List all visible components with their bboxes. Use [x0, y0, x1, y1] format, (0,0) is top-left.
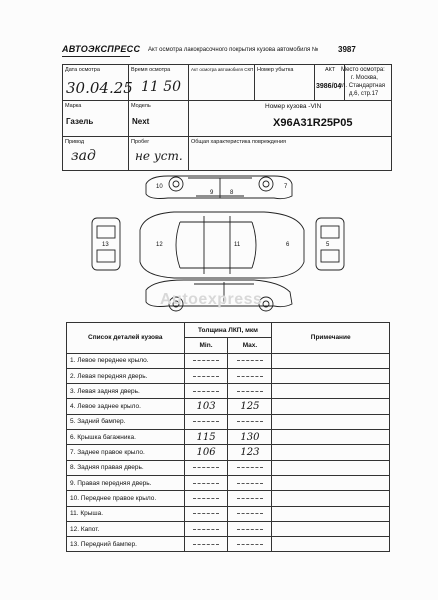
logo-underline — [62, 56, 130, 57]
part-name: 12. Капот. — [67, 521, 185, 536]
place-value-1: г. Москва, — [351, 75, 378, 81]
col-parts-header: Список деталей кузова — [67, 323, 185, 354]
vin-cell — [189, 101, 391, 137]
date-label: Дата осмотра — [65, 67, 100, 73]
thickness-max — [228, 368, 272, 383]
document-title: Акт осмотра лакокрасочного покрытия кузова автомобиля № — [148, 47, 319, 53]
empty-dash — [193, 391, 219, 392]
note-cell — [272, 445, 390, 460]
car-top-view — [140, 212, 304, 278]
brand-cell — [63, 101, 129, 137]
part-name: 13. Передний бампер. — [67, 537, 185, 552]
table-row — [67, 399, 390, 414]
empty-dash — [237, 421, 263, 422]
note-cell — [272, 521, 390, 536]
empty-dash — [193, 360, 219, 361]
thickness-max — [228, 491, 272, 506]
vin-label: Номер кузова -VIN — [265, 103, 322, 110]
empty-dash — [193, 467, 219, 468]
car-rear-view — [316, 218, 344, 270]
table-row — [67, 430, 390, 445]
note-cell — [272, 537, 390, 552]
parts-table — [66, 322, 390, 552]
watermark-logo: Autoexpress — [160, 291, 263, 308]
note-cell — [272, 414, 390, 429]
panel-number: 8 — [230, 190, 234, 196]
thickness-max — [228, 414, 272, 429]
act-label: АКТ — [325, 67, 336, 73]
table-row — [67, 506, 390, 521]
part-name: 8. Задняя правая дверь. — [67, 460, 185, 475]
panel-number: 5 — [326, 242, 330, 248]
col-thickness-header: Толщина ЛКП, мкм — [184, 323, 272, 338]
panel-number: 10 — [156, 184, 163, 190]
time-label: Время осмотра — [131, 67, 171, 73]
panel-number: 7 — [284, 184, 288, 190]
thickness-min — [184, 384, 228, 399]
place-value-3: д.6, стр.17 — [349, 91, 379, 97]
place-label: Место осмотра: — [341, 67, 385, 73]
empty-dash — [193, 421, 219, 422]
note-cell — [272, 430, 390, 445]
note-cell — [272, 506, 390, 521]
table-row — [67, 368, 390, 383]
act-number: 3987 — [338, 45, 356, 54]
thickness-max — [228, 460, 272, 475]
thickness-min — [184, 521, 228, 536]
act-value: 3986/04 — [316, 83, 342, 90]
model-label: Модель — [131, 103, 151, 109]
panel-number: 12 — [156, 242, 163, 248]
time-cell — [129, 65, 189, 101]
empty-dash — [193, 498, 219, 499]
note-cell — [272, 460, 390, 475]
thickness-max: 123 — [228, 445, 272, 460]
place-value-2: ул. Стандартная — [339, 83, 386, 89]
thickness-min — [184, 353, 228, 368]
table-row — [67, 353, 390, 368]
col-note-header: Примечание — [272, 323, 390, 354]
table-row — [67, 537, 390, 552]
model-cell — [129, 101, 189, 137]
company-logo: АВТОЭКСПРЕСС — [62, 44, 141, 54]
empty-dash — [237, 498, 263, 499]
time-value: 11 50 — [141, 79, 182, 95]
contract-label: Акт осмотра автомобиля СКП — [191, 67, 254, 72]
empty-dash — [237, 376, 263, 377]
brand-label: Марка — [65, 103, 82, 109]
info-grid — [62, 64, 392, 171]
empty-dash — [237, 513, 263, 514]
table-row — [67, 460, 390, 475]
brand-value: Газель — [66, 117, 94, 126]
empty-dash — [237, 391, 263, 392]
thickness-min — [184, 491, 228, 506]
part-name: 11. Крыша. — [67, 506, 185, 521]
table-row — [67, 475, 390, 490]
part-name: 7. Заднее правое крыло. — [67, 445, 185, 460]
thickness-max: 130 — [228, 430, 272, 445]
part-name: 3. Левая задняя дверь. — [67, 384, 185, 399]
note-cell — [272, 399, 390, 414]
thickness-min — [184, 414, 228, 429]
panel-number: 13 — [102, 242, 109, 248]
table-header-row — [67, 323, 390, 338]
parts-table-body — [67, 353, 390, 552]
thickness-max — [228, 521, 272, 536]
empty-dash — [237, 529, 263, 530]
empty-dash — [193, 483, 219, 484]
thickness-min — [184, 537, 228, 552]
empty-dash — [193, 376, 219, 377]
thickness-max — [228, 506, 272, 521]
loss-cell — [255, 65, 315, 101]
thickness-min — [184, 475, 228, 490]
contract-cell — [189, 65, 255, 101]
model-value: Next — [132, 117, 150, 126]
table-row — [67, 384, 390, 399]
mileage-cell — [129, 137, 189, 170]
panel-number: 11 — [234, 242, 241, 248]
part-name: 6. Крышка багажника. — [67, 430, 185, 445]
part-name: 1. Левое переднее крыло. — [67, 353, 185, 368]
empty-dash — [193, 529, 219, 530]
table-row — [67, 491, 390, 506]
thickness-max: 125 — [228, 399, 272, 414]
thickness-max — [228, 353, 272, 368]
thickness-max — [228, 384, 272, 399]
note-cell — [272, 475, 390, 490]
note-cell — [272, 353, 390, 368]
thickness-min — [184, 368, 228, 383]
loss-label: Номер убытка — [257, 67, 294, 73]
note-cell — [272, 368, 390, 383]
empty-dash — [193, 513, 219, 514]
note-cell — [272, 491, 390, 506]
part-name: 9. Правая передняя дверь. — [67, 475, 185, 490]
thickness-min — [184, 506, 228, 521]
thickness-max — [228, 537, 272, 552]
car-side-view-right — [146, 176, 292, 199]
empty-dash — [237, 483, 263, 484]
date-value: 30.04.25 — [66, 79, 133, 97]
empty-dash — [193, 544, 219, 545]
mileage-label: Пробег — [131, 139, 150, 145]
date-cell — [63, 65, 133, 101]
note-cell — [272, 384, 390, 399]
panel-number: 9 — [210, 190, 214, 196]
part-name: 5. Задний бампер. — [67, 414, 185, 429]
thickness-min: 106 — [184, 445, 228, 460]
table-row — [67, 445, 390, 460]
empty-dash — [237, 544, 263, 545]
place-cell — [339, 65, 391, 101]
thickness-min — [184, 460, 228, 475]
damage-cell — [189, 137, 391, 170]
table-row — [67, 414, 390, 429]
thickness-max — [228, 475, 272, 490]
part-name: 2. Левая передняя дверь. — [67, 368, 185, 383]
part-name: 4. Левое заднее крыло. — [67, 399, 185, 414]
drive-label: Привод — [65, 139, 85, 145]
vin-value: X96A31R25P05 — [273, 117, 353, 129]
empty-dash — [237, 467, 263, 468]
panel-number: 6 — [286, 242, 290, 248]
thickness-min: 115 — [184, 430, 228, 445]
empty-dash — [237, 360, 263, 361]
drive-value: зад — [71, 148, 96, 164]
col-min-header: Min. — [184, 338, 228, 353]
col-max-header: Max. — [228, 338, 272, 353]
table-row — [67, 521, 390, 536]
drive-cell — [63, 137, 129, 170]
thickness-min: 103 — [184, 399, 228, 414]
part-name: 10. Переднее правое крыло. — [67, 491, 185, 506]
mileage-value: не уст. — [135, 149, 183, 163]
damage-label: Общая характеристика повреждения — [191, 139, 287, 145]
